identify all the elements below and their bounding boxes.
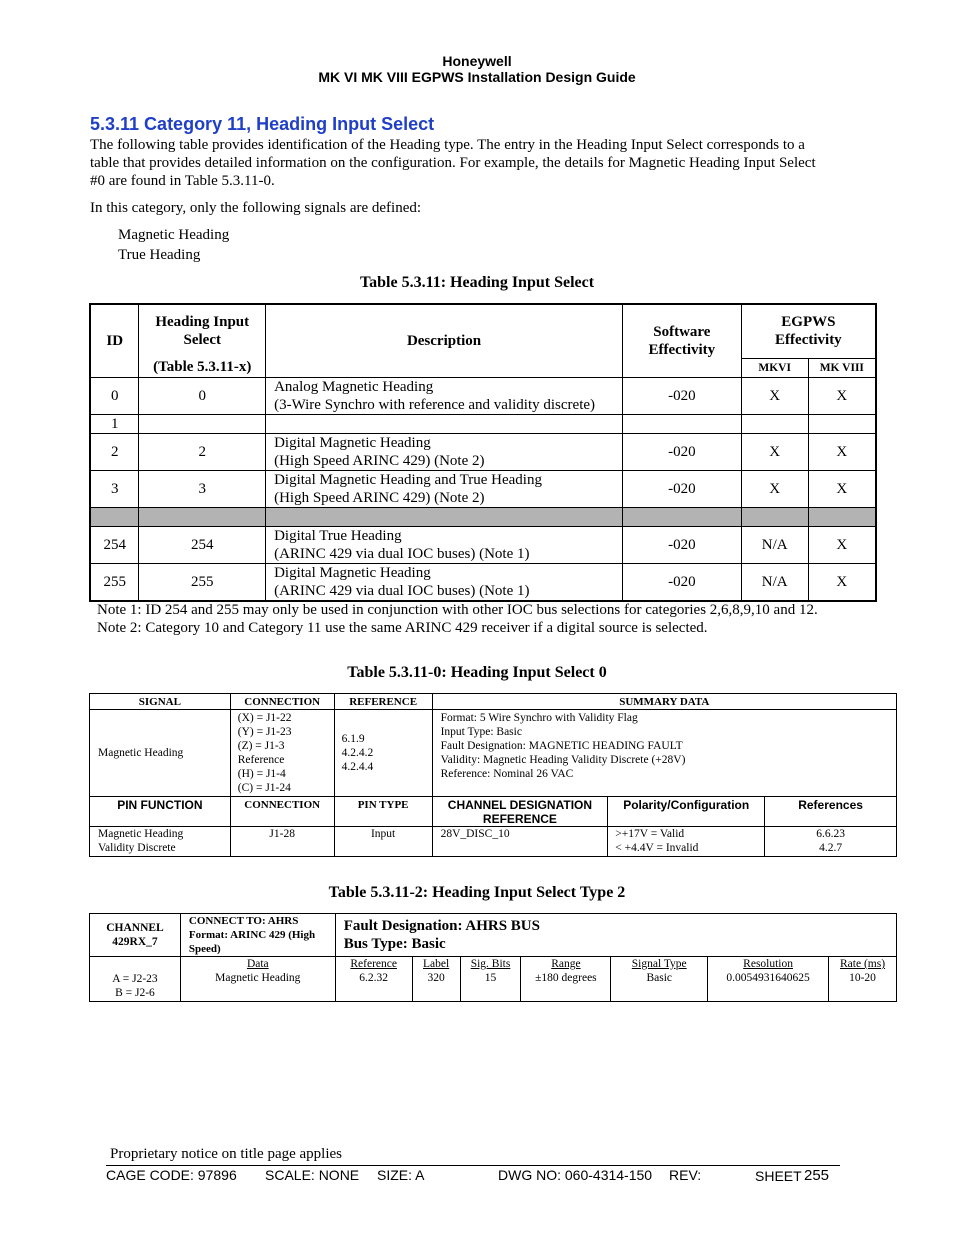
size: SIZE: A [377,1167,425,1183]
cell-software: -020 [622,526,741,563]
col-header-polarity: Polarity/Configuration [608,797,765,827]
table-row [90,957,897,1002]
header-title: MK VI MK VIII EGPWS Installation Design Guide [318,69,636,85]
table-row [90,377,876,414]
cell-channel: 28V_DISC_10 [432,827,608,857]
cell-signal-type: Signal Type Basic [611,957,708,1002]
cell-description: Digital Magnetic Heading and True Heading (High Speed ARINC 429) (Note 2) [266,470,623,507]
cell-range: Range ±180 degrees [521,957,611,1002]
sheet-number: 255 [804,1167,830,1184]
cell-mkviii: X [808,526,876,563]
table1-caption: Table 5.3.11: Heading Input Select [359,274,595,291]
cell-id: 3 [90,470,139,507]
cell-software: -020 [622,377,741,414]
heading-input-select-0-table [89,693,897,857]
cell-label: Label 320 [412,957,460,1002]
cell-his: 254 [139,526,266,563]
cell-his: 2 [139,433,266,470]
cell-mkviii [808,414,876,433]
col-header-signal: SIGNAL [90,694,231,710]
cell-software: -020 [622,563,741,601]
cell-description [266,414,623,433]
cell-mkviii: X [808,563,876,601]
table-row [90,470,876,507]
cell-his: 3 [139,470,266,507]
cell-software: -020 [622,433,741,470]
table-row [90,414,876,433]
cell-connect-to: CONNECT TO: AHRS Format: ARINC 429 (High Speed) [180,914,335,957]
col-header-mkvi: MKVI [741,358,808,377]
cell-mkvi: X [741,470,808,507]
cell-id: 255 [90,563,139,601]
cell-summary: Format: 5 Wire Synchro with Validity Flag Input Type: Basic Fault Designation: MAGNETIC HEADING FAULT Validity: Magnetic Heading Validity Discrete (+28V) Reference: Nominal 26 VAC [432,710,896,797]
col-header-description: Description [266,304,623,377]
intro-paragraph-line: The following table provides identification of the Heading type. The entry in the Heading Input Select corresponds to a [90,137,805,153]
cell-mkviii: X [808,377,876,414]
cell-mkvi: N/A [741,563,808,601]
cell-software [622,414,741,433]
cell-channel: CHANNEL 429RX_7 [90,914,181,957]
scale: SCALE: NONE [265,1167,360,1183]
cell-reference: 6.1.9 4.2.4.2 4.2.4.4 [334,710,432,797]
col-header-references: References [765,797,897,827]
table1-note-1: Note 1: ID 254 and 255 may only be used in conjunction with other IOC bus selections for categories 2,6,8,9,10 and 12. [97,602,818,618]
cell-pin-function: Magnetic Heading Validity Discrete [90,827,231,857]
table-row [90,827,897,857]
footer-divider [106,1165,840,1166]
cell-id: 0 [90,377,139,414]
cell-description: Digital Magnetic Heading (ARINC 429 via dual IOC buses) (Note 1) [266,563,623,601]
cell-resolution: Resolution 0.0054931640625 [708,957,829,1002]
cell-id: 2 [90,433,139,470]
col-header-pin-function: PIN FUNCTION [90,797,231,827]
cell-polarity: >+17V = Valid < +4.4V = Invalid [608,827,765,857]
signals-intro: In this category, only the following signals are defined: [90,200,422,216]
cell-his: 0 [139,377,266,414]
cell-mkvi [741,414,808,433]
table-row [90,433,876,470]
col-header-mkviii: MK VIII [808,358,876,377]
cell-reference: Reference 6.2.32 [335,957,412,1002]
signal-item: Magnetic Heading [118,227,230,243]
table3-caption: Table 5.3.11-2: Heading Input Select Type 2 [328,884,626,901]
cell-description: Analog Magnetic Heading (3-Wire Synchro with reference and validity discrete) [266,377,623,414]
cell-pins: A = J2-23 B = J2-6 [90,957,181,1002]
table2-caption: Table 5.3.11-0: Heading Input Select 0 [347,664,607,681]
heading-input-select-table [89,303,877,602]
cell-mkviii: X [808,470,876,507]
revision: REV: [669,1167,702,1183]
cell-description: Digital True Heading (ARINC 429 via dual IOC buses) (Note 1) [266,526,623,563]
cell-his [139,414,266,433]
cell-mkvi: X [741,377,808,414]
cell-rate: Rate (ms) 10-20 [829,957,897,1002]
table-row [90,563,876,601]
table-separator-row [90,507,876,526]
cell-pin-type: Input [334,827,432,857]
col-header-channel-designation: CHANNEL DESIGNATION REFERENCE [432,797,608,827]
cell-mkvi: N/A [741,526,808,563]
col-header-egpws-effectivity: EGPWS Effectivity [741,304,876,358]
col-header-software-effectivity: Software Effectivity [622,304,741,377]
cell-references: 6.6.23 4.2.7 [765,827,897,857]
col-header-id: ID [90,304,139,377]
sheet-label: SHEET [755,1168,802,1184]
cell-id: 254 [90,526,139,563]
cell-pin-connection: J1-28 [230,827,334,857]
intro-paragraph-line: table that provides detailed information on the configuration. For example, the details for Magnetic Heading Input Select [90,155,816,171]
cell-connection: (X) = J1-22 (Y) = J1-23 (Z) = J1-3 Reference (H) = J1-4 (C) = J1-24 [230,710,334,797]
cell-mkviii: X [808,433,876,470]
cell-data: Data Magnetic Heading [180,957,335,1002]
intro-paragraph-line: #0 are found in Table 5.3.11-0. [90,173,275,189]
col-header-pin-type: PIN TYPE [334,797,432,827]
cell-fault-designation: Fault Designation: AHRS BUS Bus Type: Basic [335,914,896,957]
col-header-pin-connection: CONNECTION [230,797,334,827]
table1-note-2: Note 2: Category 10 and Category 11 use the same ARINC 429 receiver if a digital source is selected. [97,620,708,636]
proprietary-notice: Proprietary notice on title page applies [110,1146,343,1162]
cell-description: Digital Magnetic Heading (High Speed ARINC 429) (Note 2) [266,433,623,470]
header-company: Honeywell [442,53,512,69]
table-row [90,710,897,797]
col-header-summary-data: SUMMARY DATA [432,694,896,710]
col-header-reference: REFERENCE [334,694,432,710]
dwg-number: DWG NO: 060-4314-150 [498,1167,653,1183]
heading-input-select-type-2-table [89,913,897,1002]
cell-signal: Magnetic Heading [90,710,231,797]
cell-his: 255 [139,563,266,601]
col-header-heading-input-select: Heading Input Select (Table 5.3.11-x) [139,304,266,377]
cell-mkvi: X [741,433,808,470]
cell-id: 1 [90,414,139,433]
cage-code: CAGE CODE: 97896 [106,1167,237,1183]
table-row [90,526,876,563]
cell-software: -020 [622,470,741,507]
col-header-connection: CONNECTION [230,694,334,710]
section-heading: 5.3.11 Category 11, Heading Input Select [90,114,435,134]
cell-sig-bits: Sig. Bits 15 [460,957,521,1002]
signal-item: True Heading [118,247,201,263]
